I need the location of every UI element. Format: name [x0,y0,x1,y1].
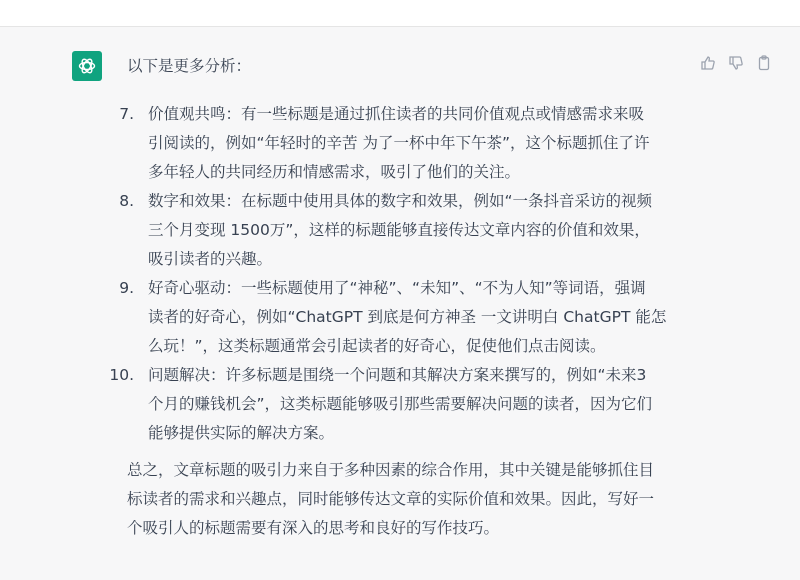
item-line: 吸引读者的兴趣。 [148,250,273,268]
item-line: 好奇心驱动：一些标题使用了“神秘”、“未知”、“不为人知”等词语，强调 [148,279,646,297]
item-line: 数字和效果：在标题中使用具体的数字和效果，例如“一条抖音采访的视频 [148,192,653,210]
item-line: 问题解决：许多标题是围绕一个问题和其解决方案来撰写的，例如“未来3 [148,366,647,384]
message-actions [700,55,772,71]
item-line: 价值观共鸣：有一些标题是通过抓住读者的共同价值观点或情感需求来吸 [148,105,645,123]
item-line: 读者的好奇心，例如“ChatGPT 到底是何方神圣 一文讲明白 ChatGPT 能怎 [148,308,667,326]
item-line: 个月的赚钱机会”，这类标题能够吸引那些需要解决问题的读者，因为它们 [148,395,653,413]
analysis-list [100,100,666,448]
chatgpt-logo-icon [72,51,102,81]
summary-paragraph [127,456,654,543]
list-number: 10. [109,366,134,384]
top-bar [0,0,800,27]
thumbs-up-icon[interactable] [700,55,716,71]
item-line: 么玩！”，这类标题通常会引起读者的好奇心，促使他们点击阅读。 [148,337,606,355]
item-line: 三个月变现 1500万”，这样的标题能够直接传达文章内容的价值和效果， [148,221,650,239]
item-line: 能够提供实际的解决方案。 [148,424,335,442]
item-line: 多年轻人的共同经历和情感需求，吸引了他们的关注。 [148,163,521,181]
list-number: 9. [119,279,134,297]
list-item [100,361,666,448]
message-intro: 以下是更多分析： [127,57,252,75]
clipboard-icon[interactable] [756,55,772,71]
item-line: 引阅读的，例如“年轻时的辛苦 为了一杯中年下午茶”，这个标题抓住了许 [148,134,650,152]
list-item [100,187,666,274]
summary-line: 总之，文章标题的吸引力来自于多种因素的综合作用，其中关键是能够抓住目 [127,461,655,479]
summary-line: 标读者的需求和兴趣点，同时能够传达文章的实际价值和效果。因此，写好一 [127,490,655,508]
list-number: 7. [119,105,134,123]
list-number: 8. [119,192,134,210]
thumbs-down-icon[interactable] [728,55,744,71]
list-item [100,100,666,187]
summary-line: 个吸引人的标题需要有深入的思考和良好的写作技巧。 [127,519,500,537]
list-item [100,274,666,361]
